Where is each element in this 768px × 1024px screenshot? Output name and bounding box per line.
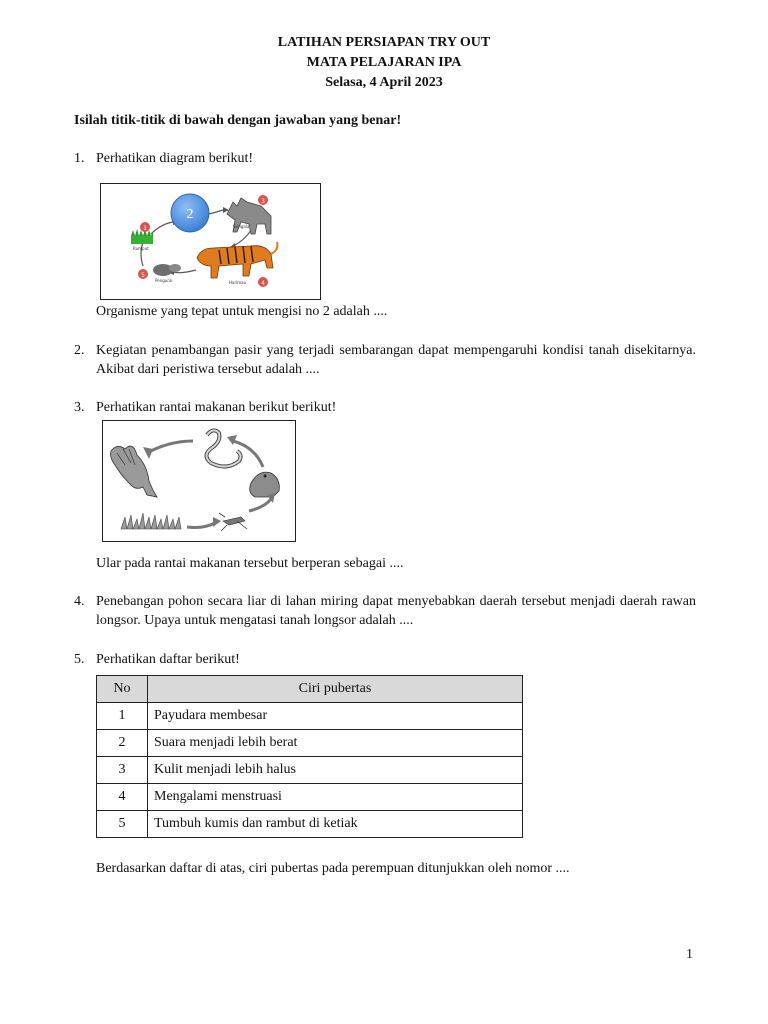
grass-icon [131,229,153,244]
instruction: Isilah titik-titik di bawah dengan jawaban yang benar! [74,113,402,128]
table-header-no: No [97,676,148,703]
table-row [97,811,523,838]
label-rumput: Rumput [133,246,149,251]
table-header-ciri: Ciri pubertas [148,676,523,703]
svg-text:4: 4 [261,280,265,287]
header-subject: MATA PELAJARAN IPA [306,55,462,70]
page-number: 1 [686,947,693,962]
table-cell-no: 2 [97,730,148,757]
question-4 [74,592,704,632]
question-text: Kegiatan penambangan pasir yang terjadi sembarangan dapat mempengaruhi kondisi tanah disekitarnya. Akibat dari peristiwa tersebut adalah .... [96,343,696,377]
food-chain-svg [103,421,295,541]
grass-icon [121,513,181,529]
table-cell-no: 5 [97,811,148,838]
label-pengurai: Pengurai [155,278,173,283]
svg-text:1: 1 [143,225,147,232]
question-number: 5. [74,652,85,667]
puberty-table [96,675,523,838]
table-row [97,757,523,784]
table-header-row [97,676,523,703]
svg-text:5: 5 [141,272,145,279]
question-number: 1. [74,151,85,166]
question-number: 2. [74,343,85,358]
question-5-prompt: Berdasarkan daftar di atas, ciri pubertas pada perempuan ditunjukkan oleh nomor .... [96,861,570,876]
table-row [97,730,523,757]
table-row [97,784,523,811]
table-cell-no: 3 [97,757,148,784]
table-row [97,703,523,730]
label-harimau: Harimau [229,280,247,285]
question-number: 3. [74,400,85,415]
header-title: LATIHAN PERSIAPAN TRY OUT [277,35,491,50]
table-cell-ciri: Suara menjadi lebih berat [148,730,523,757]
table-cell-ciri: Mengalami menstruasi [148,784,523,811]
question-2 [74,341,704,381]
food-chain-diagram [102,420,296,542]
table-cell-ciri: Payudara membesar [148,703,523,730]
header-date: Selasa, 4 April 2023 [325,75,443,90]
question-number: 4. [74,594,85,609]
tiger-icon [197,242,277,278]
question-text: Perhatikan rantai makanan berikut berikut! [96,400,337,415]
question-1-prompt: Organisme yang tepat untuk mengisi no 2 adalah .... [96,304,388,319]
table-cell-no: 1 [97,703,148,730]
label-serigala: Serigala [233,224,250,229]
grasshopper-icon [219,513,247,531]
decomposer-icon [153,264,181,276]
question-text: Perhatikan diagram berikut! [96,151,254,166]
circle-label: 2 [186,207,194,222]
ecosystem-diagram [100,183,321,300]
table-cell-ciri: Kulit menjadi lebih halus [148,757,523,784]
question-text: Perhatikan daftar berikut! [96,652,240,667]
ecosystem-diagram-svg [101,184,320,299]
svg-text:3: 3 [261,198,265,205]
table-cell-no: 4 [97,784,148,811]
table-cell-ciri: Tumbuh kumis dan rambut di ketiak [148,811,523,838]
question-text: Penebangan pohon secara liar di lahan miring dapat menyebabkan daerah tersebut menjadi daerah rawan longsor. Upaya untuk mengatasi tanah longsor adalah .... [96,594,696,628]
question-3-prompt: Ular pada rantai makanan tersebut berperan sebagai .... [96,556,404,571]
